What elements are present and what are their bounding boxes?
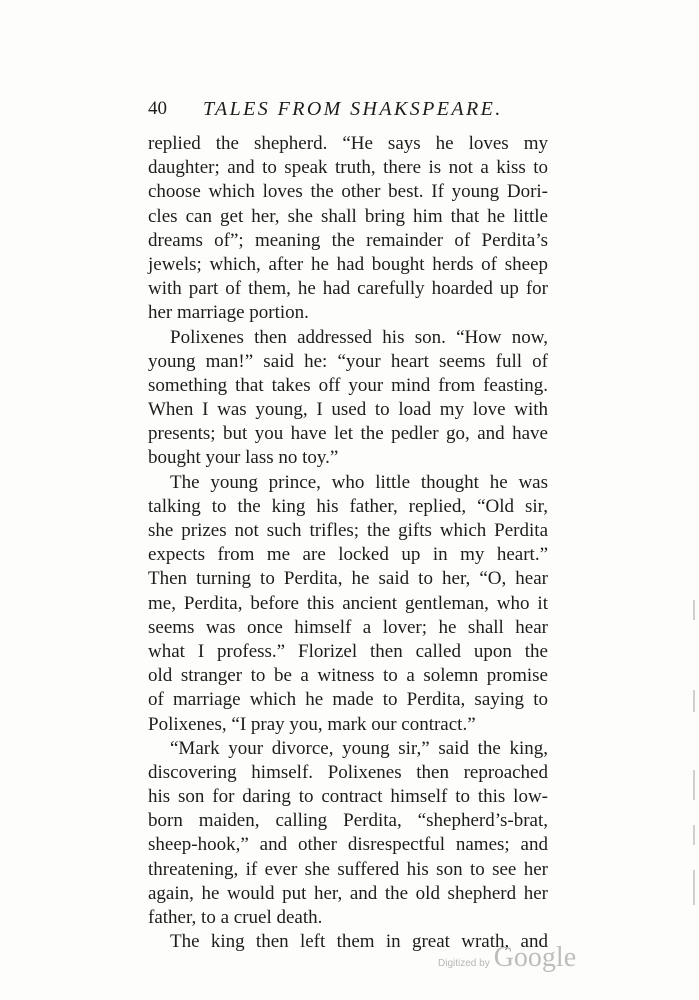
page-header xyxy=(148,98,548,130)
page-edge-mark xyxy=(693,690,695,712)
text-line: young man!” said he: “your heart seems full of xyxy=(148,350,548,372)
text-line: what I profess.” Florizel then called upon the xyxy=(148,640,548,662)
text-line: something that takes off your mind from feasting. xyxy=(148,374,548,396)
text-line: jewels; which, after he had bought herds of sheep xyxy=(148,253,548,275)
text-line: his son for daring to contract himself to this low- xyxy=(148,786,548,808)
page-edge-mark xyxy=(693,600,695,620)
text-line: choose which loves the other best. If young Dori- xyxy=(148,181,548,203)
text-line: of marriage which he made to Perdita, saying to xyxy=(148,689,548,711)
text-line: bought your lass no toy.” xyxy=(148,447,339,469)
text-line: me, Perdita, before this ancient gentleman, who it xyxy=(148,592,548,614)
digitization-watermark xyxy=(438,942,576,982)
running-title: TALES FROM SHAKSPEARE. xyxy=(203,98,503,120)
text-line: expects from me are locked up in my heart.” xyxy=(148,544,548,566)
text-line: dreams of”; meaning the remainder of Perdita’s xyxy=(148,229,548,251)
text-line: The king then left them in great wrath, and xyxy=(170,931,548,953)
text-line: seems was once himself a lover; he shall hear xyxy=(148,616,548,638)
text-line: Polixenes then addressed his son. “How now, xyxy=(170,326,548,348)
text-line: born maiden, calling Perdita, “shepherd’s-brat, xyxy=(148,810,548,832)
text-line: cles can get her, she shall bring him that he little xyxy=(148,205,548,227)
text-line: threatening, if ever she suffered his son to see her xyxy=(148,858,548,880)
page-number: 40 xyxy=(148,98,167,119)
text-line: “Mark your divorce, young sir,” said the king, xyxy=(170,737,548,759)
page-edge-mark xyxy=(693,825,695,845)
text-line: daughter; and to speak truth, there is not a kiss to xyxy=(148,157,548,179)
text-line: replied the shepherd. “He says he loves my xyxy=(148,133,548,154)
text-line: father, to a cruel death. xyxy=(148,907,323,928)
text-line: old stranger to be a witness to a solemn promise xyxy=(148,665,548,687)
text-line: her marriage portion. xyxy=(148,302,309,324)
text-line: she prizes not such trifles; the gifts which Perdita xyxy=(148,520,548,541)
watermark-prefix: Digitized by xyxy=(438,958,490,969)
text-line: presents; but you have let the pedler go, and have xyxy=(148,423,548,445)
page-edge-mark xyxy=(693,870,695,905)
text-line: When I was young, I used to load my love with xyxy=(148,399,548,421)
text-line: talking to the king his father, replied, “Old sir, xyxy=(148,495,548,517)
text-line: again, he would put her, and the old shepherd her xyxy=(148,882,548,904)
text-line: sheep-hook,” and other disrespectful names; and xyxy=(148,834,548,856)
watermark-logo: Google xyxy=(493,942,577,973)
text-line: Then turning to Perdita, he said to her, “O, hear xyxy=(148,568,548,590)
text-line: discovering himself. Polixenes then reproached xyxy=(148,761,548,783)
text-line: The young prince, who little thought he was xyxy=(170,471,548,493)
body-text xyxy=(148,132,548,954)
text-line: with part of them, he had carefully hoarded up for xyxy=(148,278,548,300)
text-line: Polixenes, “I pray you, mark our contract.” xyxy=(148,713,476,735)
page-edge-mark xyxy=(693,770,695,800)
